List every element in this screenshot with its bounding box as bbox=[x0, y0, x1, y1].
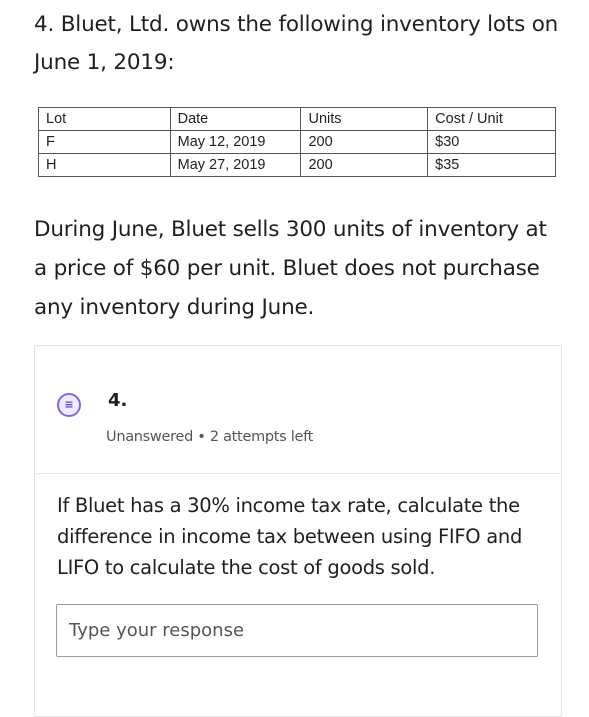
cell-cost: $30 bbox=[428, 131, 556, 154]
question-narrative: During June, Bluet sells 300 units of inventory at a price of $60 per unit. Bluet does not purchase any inventory during June. bbox=[34, 217, 547, 320]
list-question-icon: ≡ bbox=[57, 393, 81, 417]
question-status: Unanswered • 2 attempts left bbox=[106, 429, 314, 445]
header-units: Units bbox=[301, 108, 428, 131]
inventory-lots-table bbox=[38, 107, 556, 177]
cell-units: 200 bbox=[301, 154, 428, 177]
cell-lot: F bbox=[39, 131, 171, 154]
table-row bbox=[39, 154, 556, 177]
cell-lot: H bbox=[39, 154, 171, 177]
question-intro: 4. Bluet, Ltd. owns the following inventory lots on June 1, 2019: bbox=[34, 12, 559, 75]
question-prompt: If Bluet has a 30% income tax rate, calculate the difference in income tax between using FIFO and LIFO to calculate the cost of goods sold. bbox=[57, 494, 523, 579]
header-lot: Lot bbox=[39, 108, 171, 131]
table-header-row bbox=[39, 108, 556, 131]
cell-date: May 12, 2019 bbox=[170, 131, 301, 154]
header-date: Date bbox=[170, 108, 301, 131]
question-card bbox=[34, 345, 562, 717]
question-card-header bbox=[35, 346, 561, 474]
cell-cost: $35 bbox=[428, 154, 556, 177]
table-row bbox=[39, 131, 556, 154]
response-input[interactable] bbox=[56, 604, 538, 657]
question-number: 4. bbox=[108, 390, 128, 411]
cell-date: May 27, 2019 bbox=[170, 154, 301, 177]
cell-units: 200 bbox=[301, 131, 428, 154]
header-cost-per-unit: Cost / Unit bbox=[428, 108, 556, 131]
